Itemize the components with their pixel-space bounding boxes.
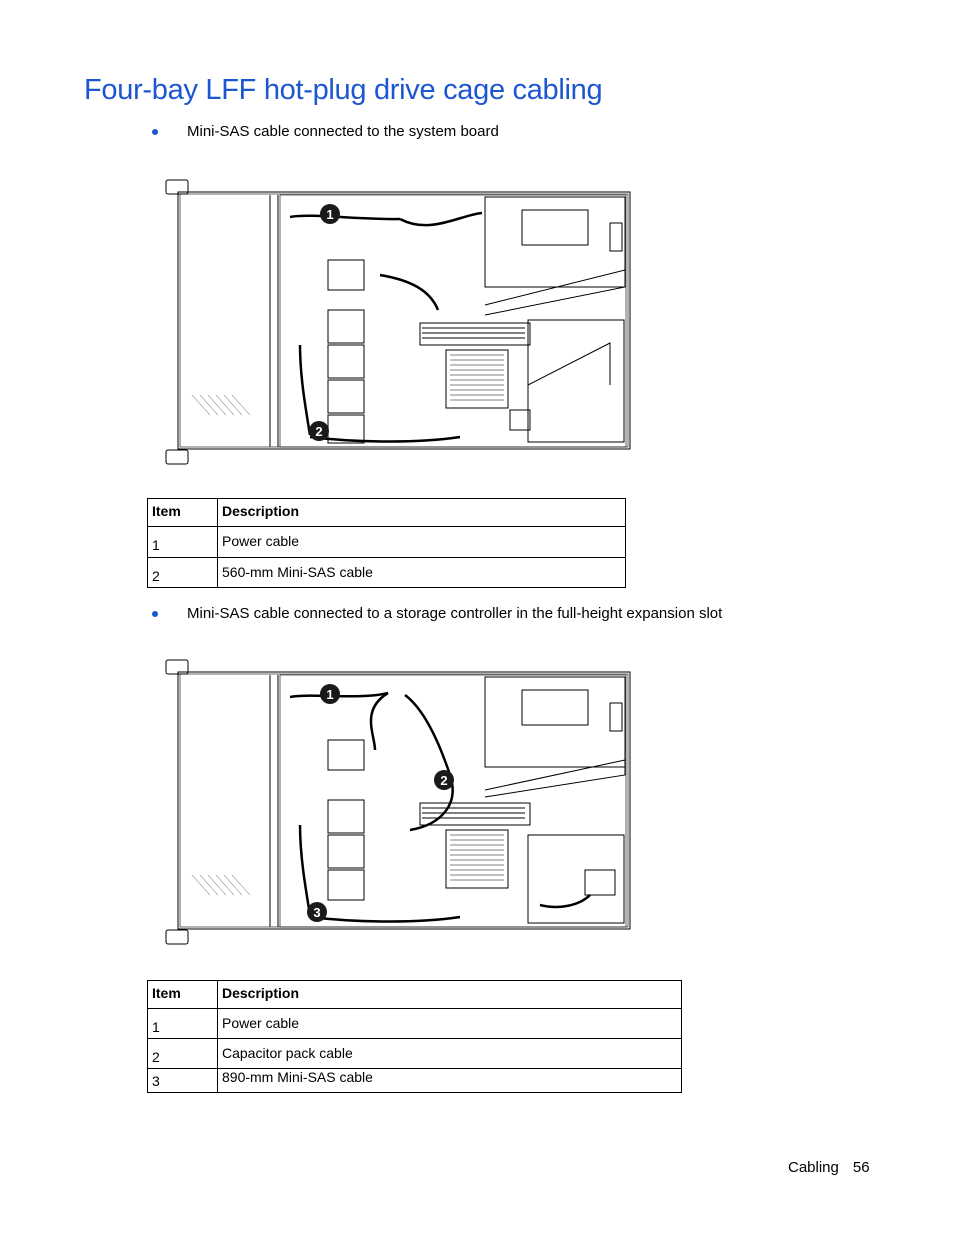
item-description: 560-mm Mini-SAS cable	[218, 558, 626, 588]
callout-2	[309, 421, 329, 441]
callout-1	[320, 204, 340, 224]
table-row	[148, 1069, 682, 1093]
callout-2	[434, 770, 454, 790]
item-number: 1	[148, 527, 218, 558]
svg-text:1: 1	[326, 207, 334, 222]
callout-1	[320, 684, 340, 704]
item-number: 2	[148, 558, 218, 588]
svg-text:2: 2	[315, 424, 323, 439]
callout-3	[307, 902, 327, 922]
bullet-icon	[152, 611, 158, 617]
item-number: 1	[148, 1009, 218, 1039]
table-header-row	[148, 499, 626, 527]
table-row	[148, 1009, 682, 1039]
item-description: Power cable	[218, 1009, 682, 1039]
svg-text:2: 2	[440, 773, 448, 788]
bullet-text: Mini-SAS cable connected to a storage controller in the full-height expansion slot	[187, 605, 723, 622]
item-description: 890-mm Mini-SAS cable	[218, 1069, 682, 1093]
header-description: Description	[218, 499, 626, 527]
item-description: Power cable	[218, 527, 626, 558]
item-number: 2	[148, 1039, 218, 1069]
table-row	[148, 527, 626, 558]
page-footer	[788, 1159, 870, 1176]
items-table-2	[147, 980, 682, 1093]
header-item: Item	[148, 499, 218, 527]
server-cabling-diagram-storage-controller	[160, 655, 640, 950]
footer-section: Cabling	[788, 1159, 839, 1176]
svg-text:1: 1	[326, 687, 334, 702]
page-title: Four-bay LFF hot-plug drive cage cabling	[84, 74, 603, 106]
item-number: 3	[148, 1069, 218, 1093]
header-description: Description	[218, 981, 682, 1009]
bullet-text: Mini-SAS cable connected to the system board	[187, 123, 499, 140]
table-row	[148, 1039, 682, 1069]
items-table-1	[147, 498, 626, 588]
table-header-row	[148, 981, 682, 1009]
item-description: Capacitor pack cable	[218, 1039, 682, 1069]
page-number: 56	[852, 1159, 870, 1176]
bullet-icon	[152, 129, 158, 135]
header-item: Item	[148, 981, 218, 1009]
server-cabling-diagram-system-board	[160, 175, 640, 470]
table-row	[148, 558, 626, 588]
svg-text:3: 3	[313, 905, 321, 920]
